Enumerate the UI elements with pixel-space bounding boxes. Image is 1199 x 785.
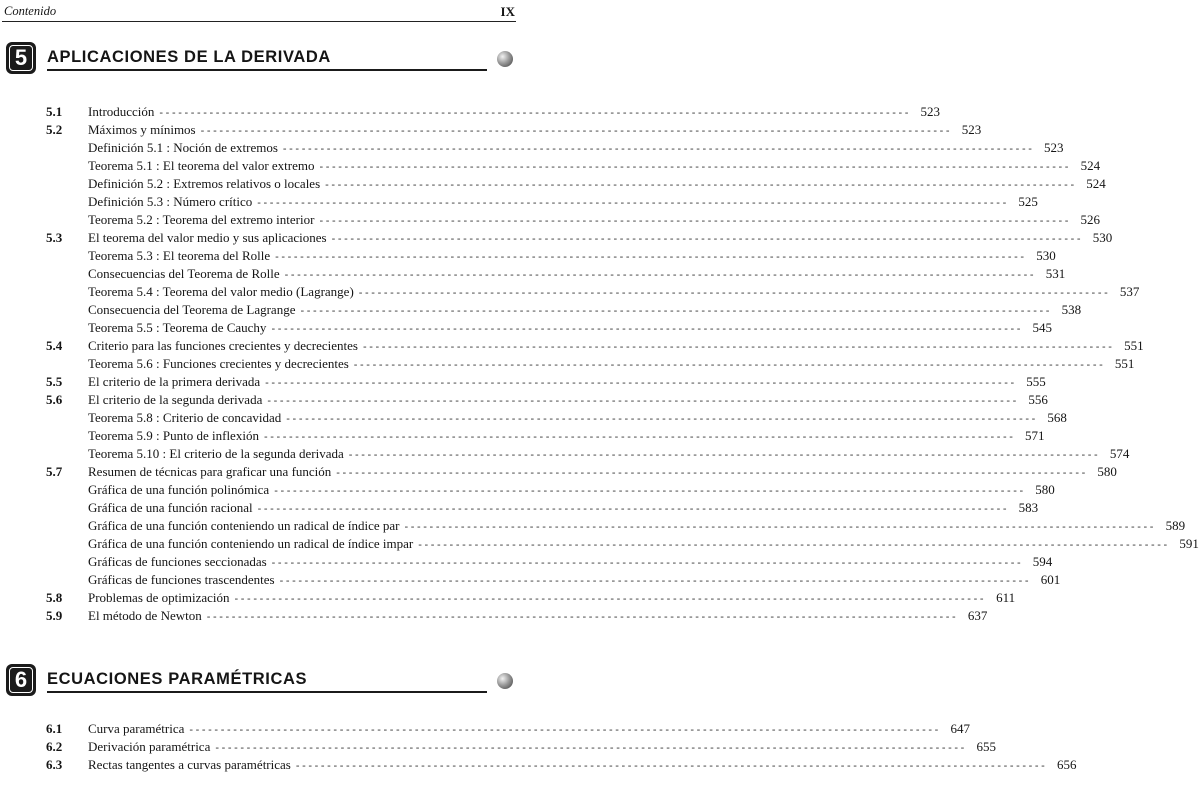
toc-leader-dashes: ------------------------------------------------------------------------------------------------------------------------ xyxy=(271,557,1024,569)
toc-section-number: 5.3 xyxy=(46,230,63,245)
toc-row xyxy=(0,373,1046,391)
toc-leader-dashes: ------------------------------------------------------------------------------------------------------------------------ xyxy=(348,449,1101,461)
toc-page-number: 556 xyxy=(1028,392,1048,407)
toc-entry-title: Definición 5.2 : Extremos relativos o locales xyxy=(88,176,321,191)
toc-row xyxy=(0,445,1130,463)
toc-leader-dashes: ------------------------------------------------------------------------------------------------------------------------ xyxy=(257,197,1009,209)
toc-leader-dashes: ------------------------------------------------------------------------------------------------------------------------ xyxy=(274,485,1026,497)
toc-entry-title: Definición 5.1 : Noción de extremos xyxy=(88,140,278,155)
toc-page-number: 601 xyxy=(1040,572,1061,587)
toc-row xyxy=(0,756,1077,774)
toc-page-number: 523 xyxy=(1043,140,1064,155)
toc-entry xyxy=(88,157,1101,176)
toc-row xyxy=(0,481,1055,499)
toc-leader-dashes: ------------------------------------------------------------------------------------------------------------------------ xyxy=(336,467,1088,479)
toc-row xyxy=(0,247,1056,265)
toc-entry xyxy=(88,427,1045,446)
toc-entry xyxy=(88,391,1048,410)
toc-leader-dashes: ------------------------------------------------------------------------------------------------------------------------ xyxy=(286,413,1038,425)
toc-section-number: 5.4 xyxy=(46,338,63,353)
toc-entry-title: Teorema 5.1 : El teorema del valor extremo xyxy=(88,158,315,173)
page-header xyxy=(4,4,515,20)
toc-row xyxy=(0,571,1061,589)
toc-entry-title: Gráfica de una función racional xyxy=(88,500,253,515)
toc-leader-dashes: ------------------------------------------------------------------------------------------------------------------------ xyxy=(215,742,967,754)
toc-leader-dashes: ------------------------------------------------------------------------------------------------------------------------ xyxy=(404,521,1157,533)
toc-entry xyxy=(88,499,1039,518)
toc-leader-dashes: ------------------------------------------------------------------------------------------------------------------------ xyxy=(279,575,1032,587)
toc-page-number: 637 xyxy=(967,608,988,623)
toc-row xyxy=(0,283,1140,301)
toc-leader-dashes: ------------------------------------------------------------------------------------------------------------------------ xyxy=(418,539,1170,551)
toc-entry-title: Problemas de optimización xyxy=(88,590,230,605)
toc-row xyxy=(0,211,1101,229)
toc-leader-dashes: ------------------------------------------------------------------------------------------------------------------------ xyxy=(295,760,1048,772)
header-divider xyxy=(2,21,516,22)
toc-entry xyxy=(88,463,1117,482)
toc-section-number: 5.1 xyxy=(46,104,63,119)
toc-leader-dashes: ------------------------------------------------------------------------------------------------------------------------ xyxy=(282,143,1035,155)
toc-entry-title: El criterio de la segunda derivada xyxy=(88,392,263,407)
toc-row xyxy=(0,499,1039,517)
toc-entry xyxy=(88,337,1144,356)
toc-page-number: 551 xyxy=(1124,338,1144,353)
toc-page-number: 545 xyxy=(1032,320,1053,335)
toc-page-number: 555 xyxy=(1026,374,1046,389)
toc-entry-title: Teorema 5.10 : El criterio de la segunda derivada xyxy=(88,446,344,461)
toc-leader-dashes: ------------------------------------------------------------------------------------------------------------------------ xyxy=(325,179,1077,191)
toc-entry-title: El método de Newton xyxy=(88,608,202,623)
toc-row xyxy=(0,301,1082,319)
toc-row xyxy=(0,535,1199,553)
toc-leader-dashes: ------------------------------------------------------------------------------------------------------------------------ xyxy=(362,341,1115,353)
toc-page-number: 655 xyxy=(976,739,996,754)
toc-section-number: 6.1 xyxy=(46,721,63,736)
toc-page-number: 530 xyxy=(1092,230,1113,245)
toc-page-number: 574 xyxy=(1109,446,1130,461)
toc-row xyxy=(0,193,1038,211)
toc-page-number: 571 xyxy=(1025,428,1045,443)
toc-row xyxy=(0,553,1053,571)
toc-entry-title: Gráficas de funciones seccionadas xyxy=(88,554,267,569)
toc-section-number: 5.7 xyxy=(46,464,63,479)
toc-leader-dashes: ------------------------------------------------------------------------------------------------------------------------ xyxy=(331,233,1084,245)
toc-leader-dashes: ------------------------------------------------------------------------------------------------------------------------ xyxy=(300,305,1053,317)
toc-row xyxy=(0,409,1067,427)
chapter-6-number-badge xyxy=(6,664,36,696)
toc-entry-title: Gráfica de una función conteniendo un radical de índice par xyxy=(88,518,400,533)
toc-entry xyxy=(88,103,940,122)
toc-entry-title: Teorema 5.6 : Funciones crecientes y decrecientes xyxy=(88,356,349,371)
toc-page-number: 580 xyxy=(1035,482,1055,497)
toc-entry xyxy=(88,121,982,140)
toc-row xyxy=(0,427,1045,445)
chapter-6-number: 6 xyxy=(9,667,33,693)
toc-entry xyxy=(88,319,1053,338)
toc-page-number: 525 xyxy=(1018,194,1038,209)
toc-entry xyxy=(88,301,1082,320)
toc-entry xyxy=(88,445,1130,464)
toc-section-number: 5.2 xyxy=(46,122,63,137)
toc-entry-title: Criterio para las funciones crecientes y decrecientes xyxy=(88,338,358,353)
toc-entry-title: Definición 5.3 : Número crítico xyxy=(88,194,253,209)
toc-leader-dashes: ------------------------------------------------------------------------------------------------------------------------ xyxy=(206,611,959,623)
toc-entry xyxy=(88,175,1106,194)
toc-entry xyxy=(88,265,1066,284)
toc-row xyxy=(0,738,996,756)
globe-icon xyxy=(497,673,513,689)
toc-page-number: 551 xyxy=(1114,356,1135,371)
toc-leader-dashes: ------------------------------------------------------------------------------------------------------------------------ xyxy=(189,724,941,736)
toc-section-number: 5.8 xyxy=(46,590,63,605)
toc-leader-dashes: ------------------------------------------------------------------------------------------------------------------------ xyxy=(358,287,1111,299)
toc-row xyxy=(0,463,1117,481)
toc-entry xyxy=(88,139,1064,158)
toc-entry xyxy=(88,756,1077,775)
toc-row xyxy=(0,337,1144,355)
toc-leader-dashes: ------------------------------------------------------------------------------------------------------------------------ xyxy=(257,503,1010,515)
header-section-name: Contenido xyxy=(4,4,57,18)
toc-leader-dashes: ------------------------------------------------------------------------------------------------------------------------ xyxy=(265,377,1017,389)
toc-leader-dashes: ------------------------------------------------------------------------------------------------------------------------ xyxy=(284,269,1037,281)
toc-row xyxy=(0,517,1186,535)
chapter-5-number: 5 xyxy=(9,45,33,71)
toc-page-number: 524 xyxy=(1080,158,1101,173)
toc-entry-title: Consecuencia del Teorema de Lagrange xyxy=(88,302,296,317)
toc-section-number: 6.3 xyxy=(46,757,63,772)
toc-entry-title: Resumen de técnicas para graficar una función xyxy=(88,464,332,479)
toc-row xyxy=(0,589,1016,607)
toc-page-number: 611 xyxy=(996,590,1016,605)
toc-row xyxy=(0,720,970,738)
toc-page-number: 647 xyxy=(950,721,970,736)
header-page-number: IX xyxy=(500,4,515,19)
toc-page-number: 568 xyxy=(1047,410,1067,425)
toc-entry xyxy=(88,535,1199,554)
toc-entry xyxy=(88,571,1061,590)
toc-entry-title: Gráfica de una función polinómica xyxy=(88,482,270,497)
toc-row xyxy=(0,229,1113,247)
toc-page-number: 537 xyxy=(1119,284,1140,299)
toc-entry-title: Máximos y mínimos xyxy=(88,122,196,137)
toc-entry-title: Teorema 5.2 : Teorema del extremo interior xyxy=(88,212,315,227)
toc-entry xyxy=(88,283,1140,302)
toc-row xyxy=(0,157,1101,175)
chapter-6-toc xyxy=(0,720,1077,774)
toc-page-number: 656 xyxy=(1056,757,1077,772)
chapter-5-heading xyxy=(3,42,518,84)
chapter-5-title-rule xyxy=(47,69,487,71)
toc-row xyxy=(0,139,1064,157)
toc-entry-title: Derivación paramétrica xyxy=(88,739,211,754)
toc-entry xyxy=(88,607,988,626)
toc-leader-dashes: ------------------------------------------------------------------------------------------------------------------------ xyxy=(159,107,911,119)
chapter-6-title-rule xyxy=(47,691,487,693)
toc-leader-dashes: ------------------------------------------------------------------------------------------------------------------------ xyxy=(267,395,1019,407)
toc-entry xyxy=(88,193,1038,212)
toc-section-number: 6.2 xyxy=(46,739,63,754)
chapter-6-heading xyxy=(3,664,518,706)
toc-entry xyxy=(88,409,1067,428)
toc-page-number: 523 xyxy=(961,122,982,137)
toc-leader-dashes: ------------------------------------------------------------------------------------------------------------------------ xyxy=(275,251,1027,263)
toc-section-number: 5.9 xyxy=(46,608,63,623)
toc-entry-title: Curva paramétrica xyxy=(88,721,185,736)
chapter-5-title: APLICACIONES DE LA DERIVADA xyxy=(47,48,331,66)
toc-section-number: 5.5 xyxy=(46,374,63,389)
toc-entry-title: El criterio de la primera derivada xyxy=(88,374,261,389)
toc-entry xyxy=(88,553,1053,572)
chapter-5-toc xyxy=(0,103,1199,625)
toc-leader-dashes: ------------------------------------------------------------------------------------------------------------------------ xyxy=(200,125,953,137)
toc-entry-title: Teorema 5.8 : Criterio de concavidad xyxy=(88,410,282,425)
toc-section-number: 5.6 xyxy=(46,392,63,407)
toc-entry xyxy=(88,481,1055,500)
toc-entry xyxy=(88,589,1016,608)
toc-leader-dashes: ------------------------------------------------------------------------------------------------------------------------ xyxy=(263,431,1016,443)
toc-row xyxy=(0,103,940,121)
toc-entry-title: Gráficas de funciones trascendentes xyxy=(88,572,275,587)
toc-row xyxy=(0,355,1135,373)
toc-entry xyxy=(88,738,996,757)
globe-icon xyxy=(497,51,513,67)
toc-entry-title: Teorema 5.3 : El teorema del Rolle xyxy=(88,248,271,263)
toc-row xyxy=(0,391,1048,409)
toc-leader-dashes: ------------------------------------------------------------------------------------------------------------------------ xyxy=(319,161,1072,173)
toc-entry-title: Teorema 5.4 : Teorema del valor medio (Lagrange) xyxy=(88,284,354,299)
toc-entry xyxy=(88,517,1186,536)
toc-entry-title: Teorema 5.5 : Teorema de Cauchy xyxy=(88,320,267,335)
toc-entry xyxy=(88,229,1113,248)
toc-page-number: 589 xyxy=(1165,518,1186,533)
toc-page-number: 524 xyxy=(1086,176,1106,191)
toc-page-number: 591 xyxy=(1179,536,1199,551)
toc-entry xyxy=(88,355,1135,374)
toc-row xyxy=(0,121,982,139)
toc-row xyxy=(0,607,988,625)
toc-entry xyxy=(88,720,970,739)
toc-row xyxy=(0,175,1106,193)
toc-leader-dashes: ------------------------------------------------------------------------------------------------------------------------ xyxy=(353,359,1106,371)
toc-page-number: 580 xyxy=(1097,464,1117,479)
toc-entry xyxy=(88,211,1101,230)
toc-page-number: 583 xyxy=(1018,500,1039,515)
toc-row xyxy=(0,265,1066,283)
toc-entry xyxy=(88,373,1046,392)
toc-row xyxy=(0,319,1053,337)
toc-leader-dashes: ------------------------------------------------------------------------------------------------------------------------ xyxy=(319,215,1072,227)
toc-page-number: 531 xyxy=(1045,266,1066,281)
toc-leader-dashes: ------------------------------------------------------------------------------------------------------------------------ xyxy=(271,323,1024,335)
toc-entry-title: Gráfica de una función conteniendo un radical de índice impar xyxy=(88,536,414,551)
toc-page-number: 526 xyxy=(1080,212,1101,227)
toc-page-number: 530 xyxy=(1036,248,1056,263)
toc-entry-title: Consecuencias del Teorema de Rolle xyxy=(88,266,280,281)
toc-entry-title: Introducción xyxy=(88,104,155,119)
toc-page-number: 594 xyxy=(1032,554,1053,569)
toc-entry-title: El teorema del valor medio y sus aplicaciones xyxy=(88,230,327,245)
toc-entry xyxy=(88,247,1056,266)
toc-page-number: 538 xyxy=(1061,302,1082,317)
chapter-6-title: ECUACIONES PARAMÉTRICAS xyxy=(47,670,308,688)
toc-entry-title: Teorema 5.9 : Punto de inflexión xyxy=(88,428,259,443)
toc-page-number: 523 xyxy=(920,104,940,119)
toc-entry-title: Rectas tangentes a curvas paramétricas xyxy=(88,757,291,772)
toc-leader-dashes: ------------------------------------------------------------------------------------------------------------------------ xyxy=(234,593,987,605)
chapter-5-number-badge xyxy=(6,42,36,74)
